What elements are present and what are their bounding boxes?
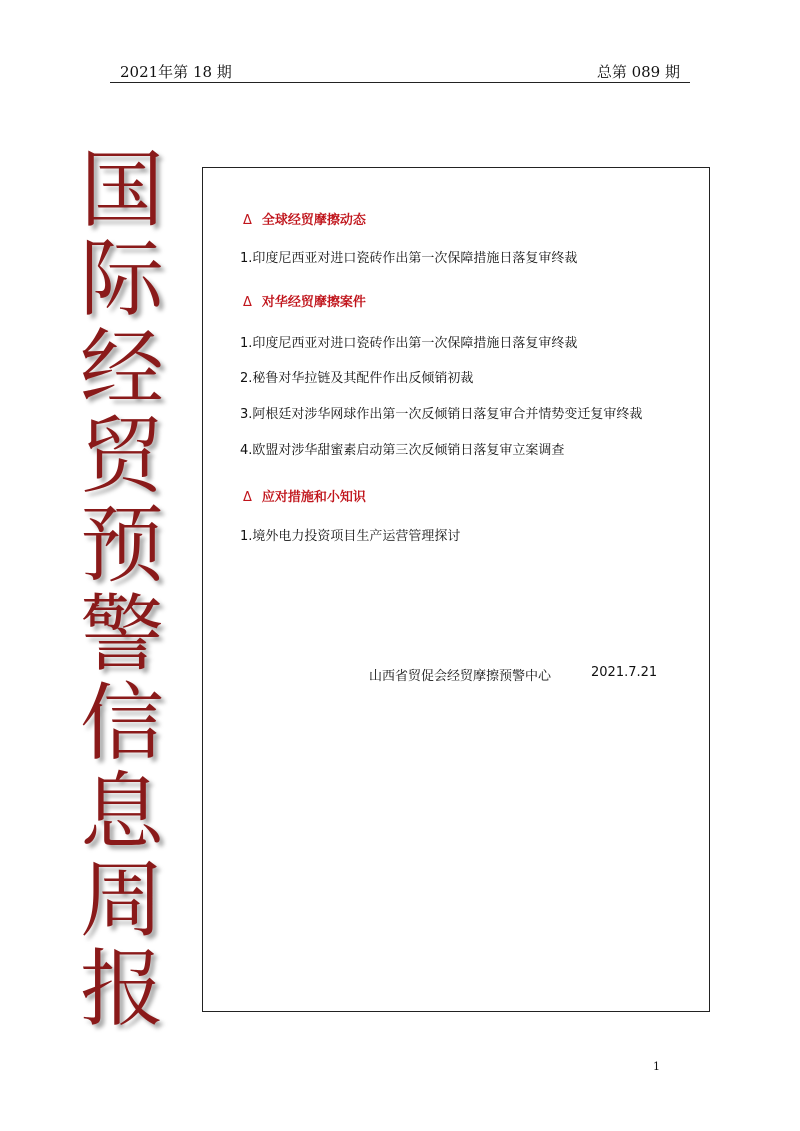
toc-item[interactable]: 2.秘鲁对华拉链及其配件作出反倾销初裁: [240, 371, 474, 386]
issue-date: 2021.7.21: [591, 665, 658, 680]
title-char: 经: [79, 318, 164, 417]
toc-item[interactable]: 4.欧盟对涉华甜蜜素启动第三次反倾销日落复审立案调查: [240, 443, 565, 458]
toc-item[interactable]: 3.阿根廷对涉华网球作出第一次反倾销日落复审合并情势变迁复审终裁: [240, 407, 643, 422]
toc-item[interactable]: 1.境外电力投资项目生产运营管理探讨: [240, 529, 461, 544]
toc-item[interactable]: 1.印度尼西亚对进口瓷砖作出第一次保障措施日落复审终裁: [240, 336, 578, 351]
title-char: 周: [79, 851, 164, 950]
title-char: 预: [79, 496, 164, 595]
page-number: 1: [653, 1060, 660, 1073]
title-char: 际: [79, 229, 164, 328]
title-char: 信: [79, 673, 164, 772]
issuing-org: 山西省贸促会经贸摩擦预警中心: [369, 669, 552, 684]
section-heading: [243, 486, 366, 505]
title-char: 息: [79, 762, 164, 861]
section-heading: [243, 209, 366, 228]
vertical-title: [72, 141, 172, 1039]
section-title: 应对措施和小知识: [261, 490, 366, 505]
toc-item[interactable]: 1.印度尼西亚对进口瓷砖作出第一次保障措施日落复审终裁: [240, 251, 578, 266]
total-issue-number: 总第 089 期: [596, 63, 680, 81]
section-title: 对华经贸摩擦案件: [261, 295, 366, 310]
section-heading: [243, 291, 366, 310]
title-char: 警: [79, 584, 164, 683]
title-char: 国: [79, 141, 164, 239]
issue-number: 2021年第 18 期: [120, 63, 232, 81]
delta-icon: Δ: [243, 295, 252, 310]
title-char: 贸: [79, 407, 164, 506]
delta-icon: Δ: [243, 490, 252, 505]
title-char: 报: [79, 940, 164, 1039]
section-title: 全球经贸摩擦动态: [261, 213, 366, 228]
page-header: [110, 60, 690, 83]
delta-icon: Δ: [243, 213, 252, 228]
